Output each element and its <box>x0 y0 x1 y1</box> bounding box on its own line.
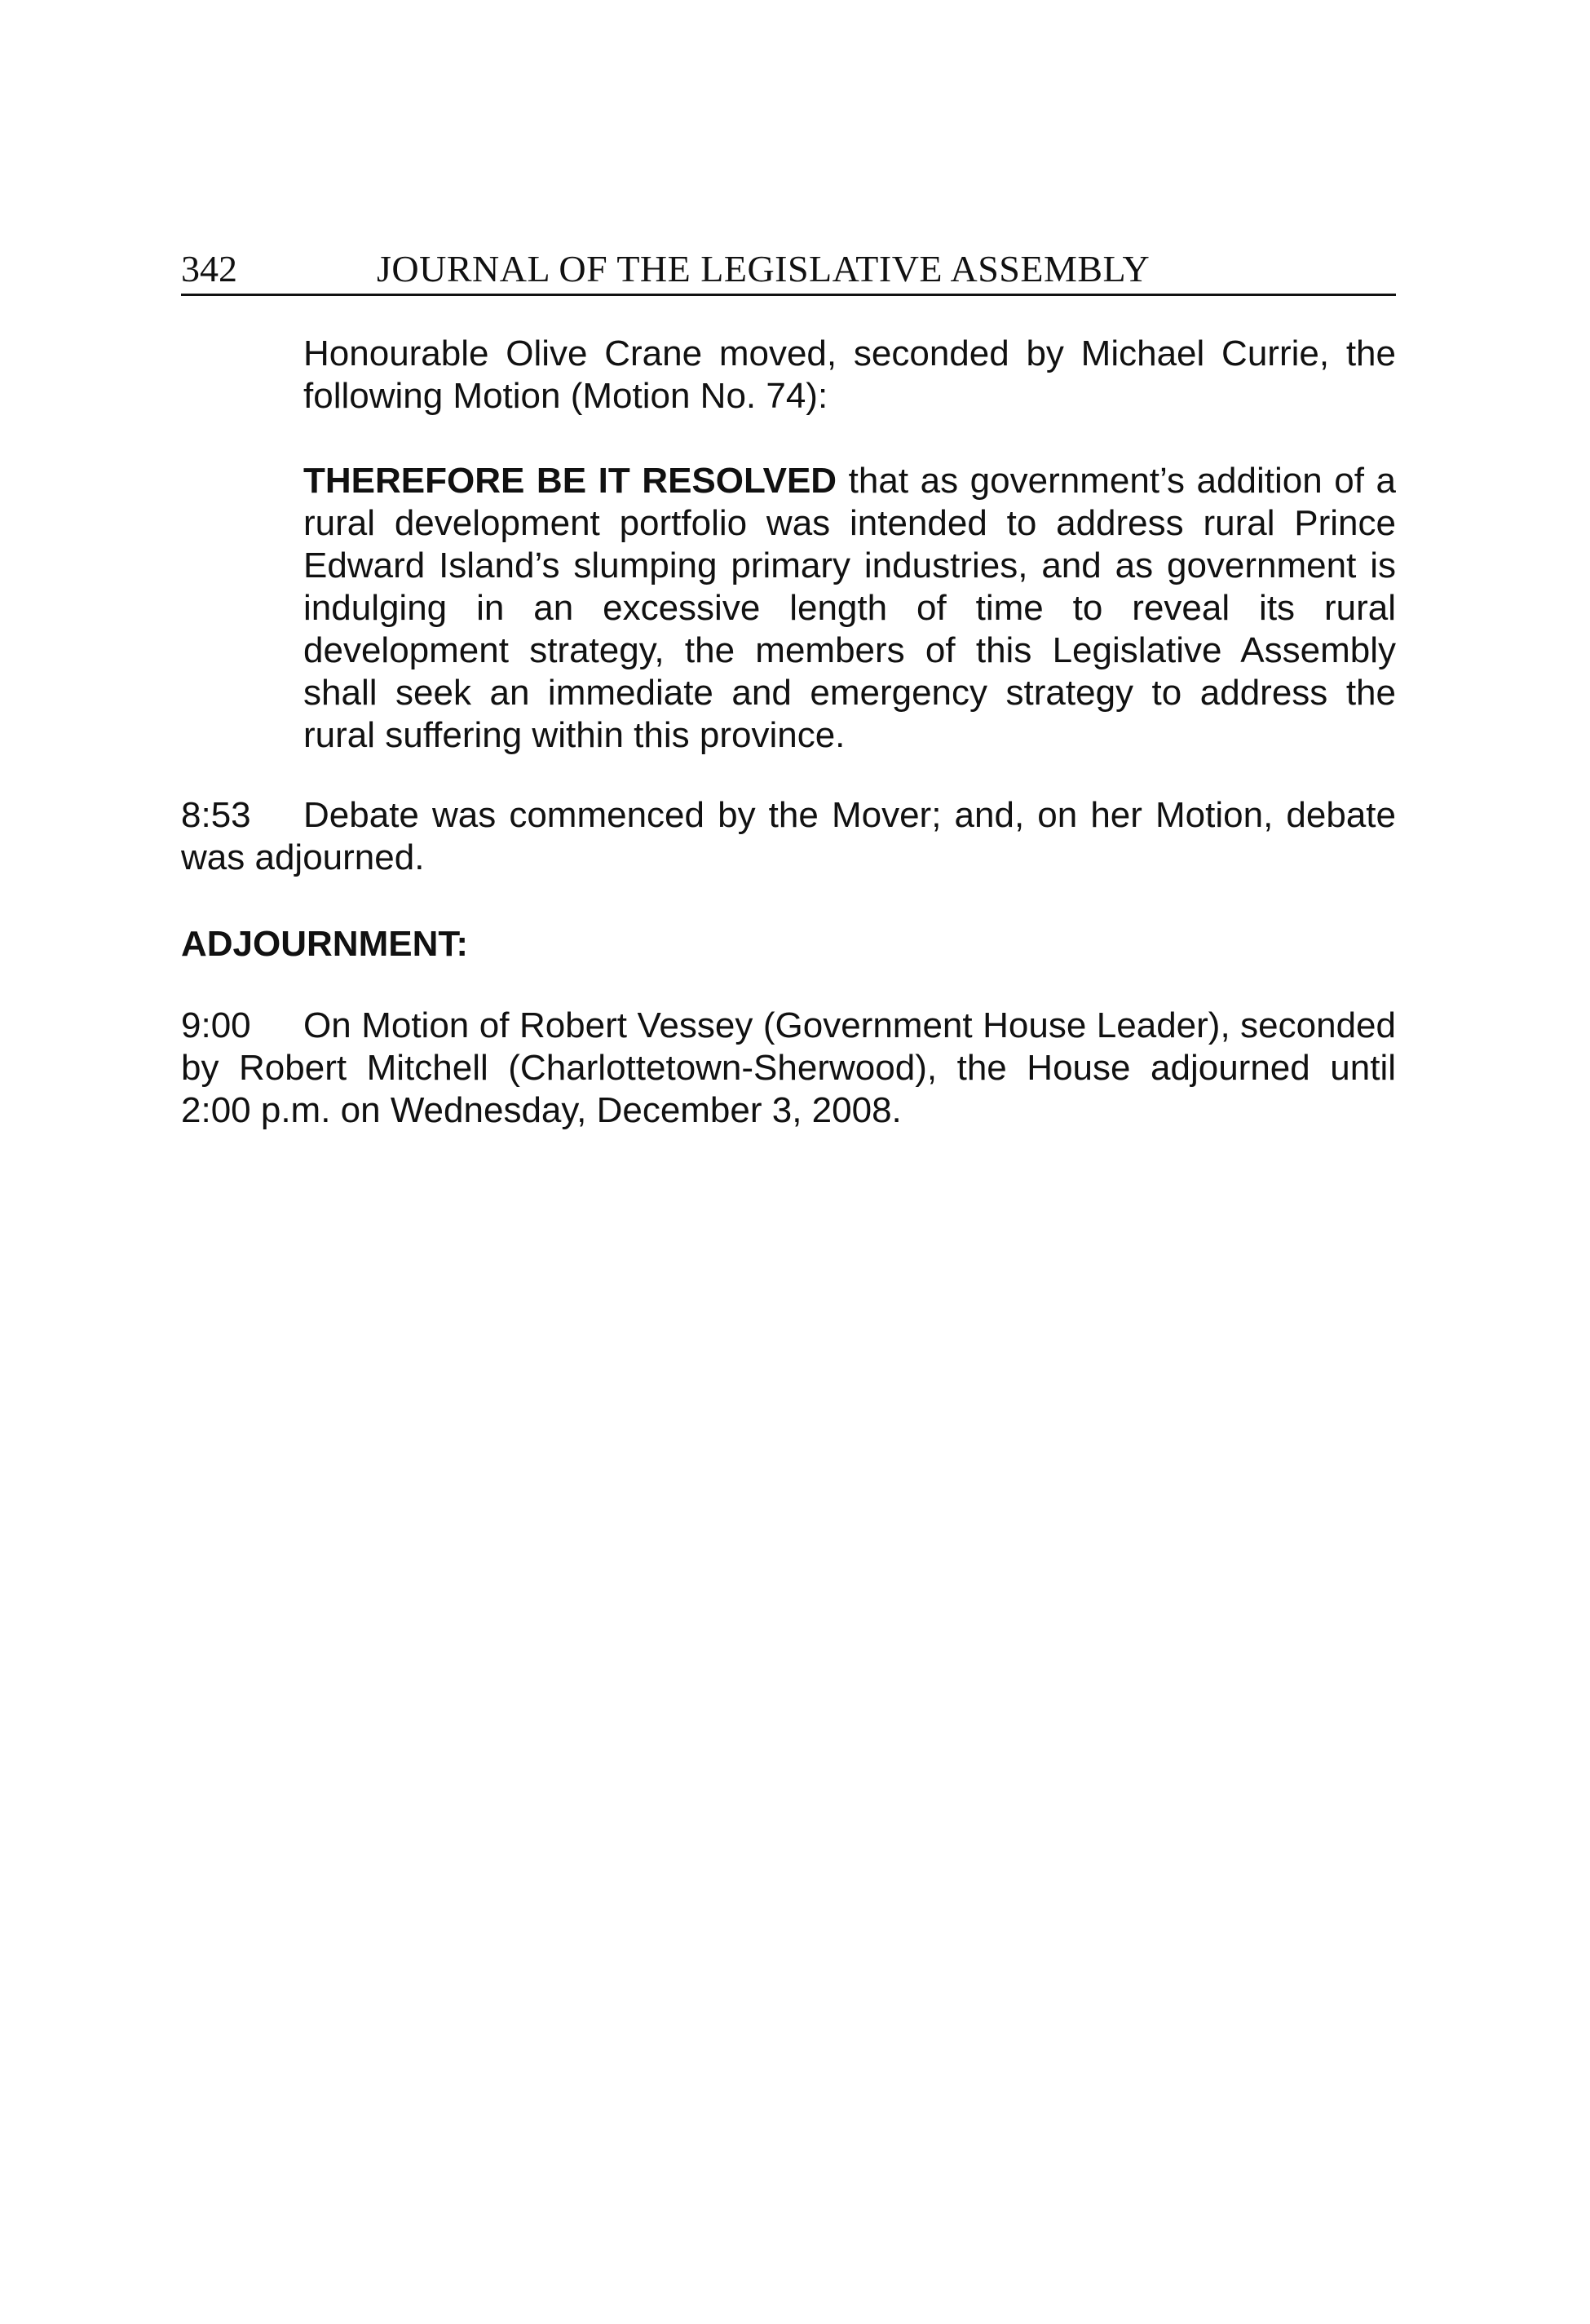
motion-intro: Honourable Olive Crane moved, seconded by Michael Currie, the following Motion (Motion No. 74): <box>303 334 1396 416</box>
page-number: 342 <box>181 248 237 289</box>
resolution-text: that as government’s addition of a rural development portfolio was intended to address rural Prince Edward Island’s slumping primary industries, and as government is indulging in an excessive length of time to reveal its rural development strategy, the members of this Legislative Assembly shall seek an immediate and emergency strategy to address the rural suffering within this province. <box>303 461 1396 755</box>
running-title: JOURNAL OF THE LEGISLATIVE ASSEMBLY <box>377 248 1151 289</box>
debate-paragraph <box>181 794 1396 879</box>
resolution-paragraph <box>303 460 1396 757</box>
debate-time: 8:53 <box>181 795 251 835</box>
adjournment-text: On Motion of Robert Vessey (Government House Leader), seconded by Robert Mitchell (Charlottetown-Sherwood), the House adjourned until 2:00 p.m. on Wednesday, December 3, 2008. <box>181 1005 1396 1130</box>
adjournment-time: 9:00 <box>181 1005 251 1045</box>
resolution-lead: THEREFORE BE IT RESOLVED <box>303 461 837 501</box>
adjournment-heading: ADJOURNMENT: <box>181 924 468 964</box>
adjournment-paragraph <box>181 1005 1396 1132</box>
page-header <box>181 245 1396 296</box>
debate-text: Debate was commenced by the Mover; and, on her Motion, debate was adjourned. <box>181 795 1396 877</box>
